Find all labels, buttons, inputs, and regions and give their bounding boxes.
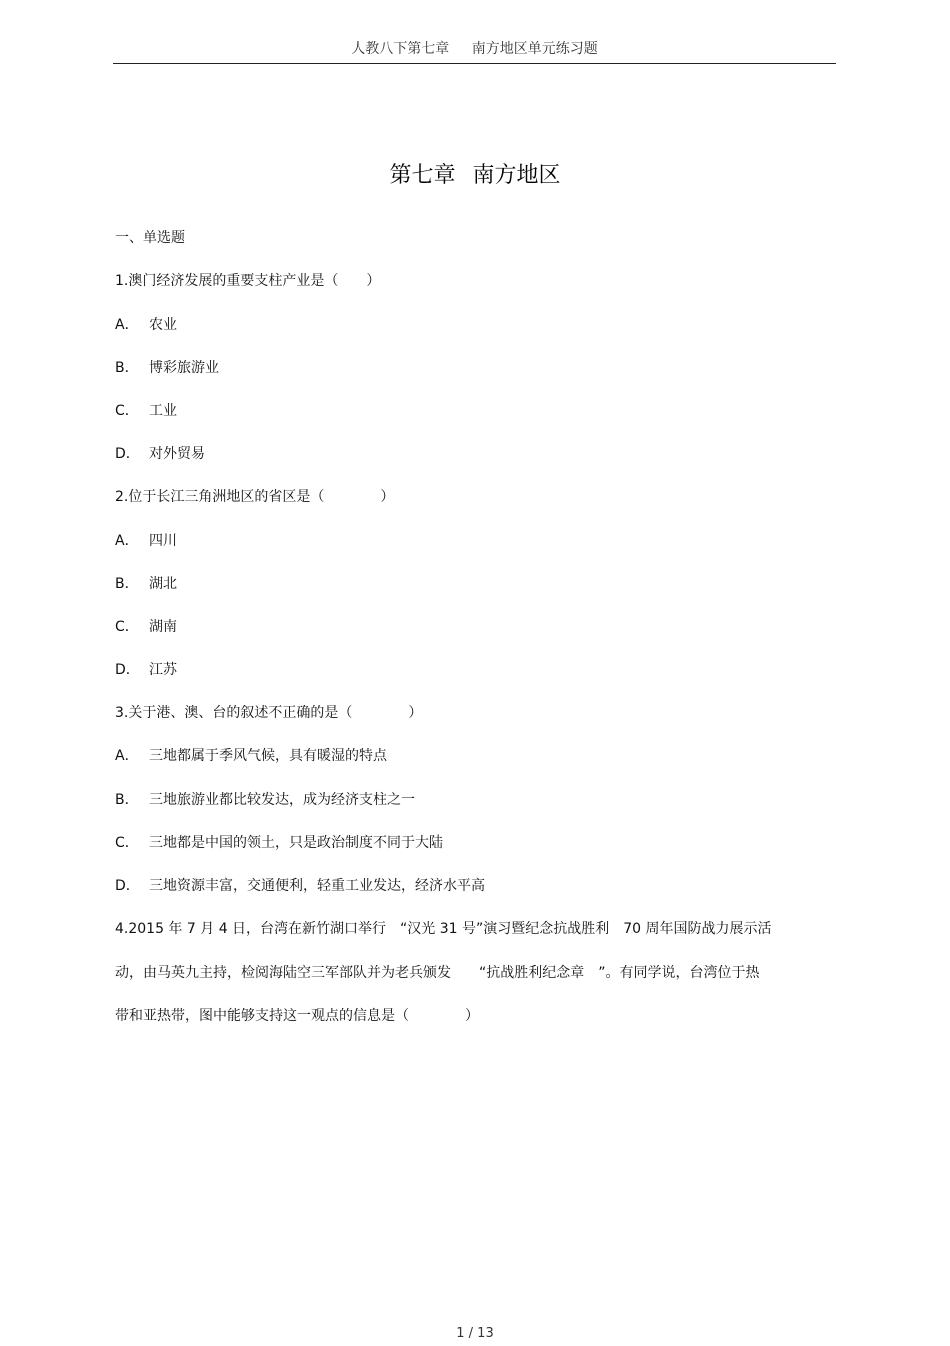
question-2-option-a bbox=[115, 532, 177, 550]
option-letter: B． bbox=[115, 360, 139, 376]
question-2-option-d bbox=[115, 661, 177, 679]
option-letter: C． bbox=[115, 835, 139, 851]
option-text: 四川 bbox=[149, 533, 177, 549]
option-letter: B． bbox=[115, 792, 139, 808]
option-letter: D． bbox=[115, 446, 140, 462]
question-3-option-b bbox=[115, 791, 415, 809]
question-4-stem-line-1: 4.2015 年 7 月 4 日，台湾在新竹湖口举行 “汉光 31 号”演习暨纪念抗战胜利 70 周年国防战力展示活 bbox=[115, 921, 772, 937]
option-text: 三地都属于季风气候，具有暖湿的特点 bbox=[149, 748, 387, 764]
question-2-option-b bbox=[115, 575, 177, 593]
option-text: 三地旅游业都比较发达，成为经济支柱之一 bbox=[149, 792, 415, 808]
option-letter: D． bbox=[115, 878, 140, 894]
option-text: 对外贸易 bbox=[149, 446, 205, 462]
question-1-option-d bbox=[115, 445, 205, 463]
question-3-stem: 3.关于港、澳、台的叙述不正确的是（ ） bbox=[115, 705, 423, 721]
question-3-option-a bbox=[115, 747, 387, 765]
section-heading: 一、单选题 bbox=[115, 230, 185, 246]
option-letter: C． bbox=[115, 403, 139, 419]
option-letter: A． bbox=[115, 533, 139, 549]
option-text: 江苏 bbox=[149, 662, 177, 678]
question-3-option-c bbox=[115, 834, 443, 852]
option-letter: B． bbox=[115, 576, 139, 592]
chapter-name: 南方地区 bbox=[472, 163, 561, 188]
question-2-stem: 2.位于长江三角洲地区的省区是（ ） bbox=[115, 489, 395, 505]
option-text: 湖南 bbox=[149, 619, 177, 635]
option-text: 博彩旅游业 bbox=[149, 360, 219, 376]
option-letter: A． bbox=[115, 317, 139, 333]
question-1-stem: 1.澳门经济发展的重要支柱产业是（ ） bbox=[115, 273, 381, 289]
option-letter: C． bbox=[115, 619, 139, 635]
question-1-option-c bbox=[115, 402, 177, 420]
question-1-option-a bbox=[115, 316, 177, 334]
chapter-number: 第七章 bbox=[389, 163, 456, 188]
header-rule bbox=[113, 63, 836, 64]
option-letter: D． bbox=[115, 662, 140, 678]
option-text: 农业 bbox=[149, 317, 177, 333]
question-3-option-d bbox=[115, 877, 485, 895]
option-text: 工业 bbox=[149, 403, 177, 419]
option-text: 三地资源丰富，交通便利，轻重工业发达，经济水平高 bbox=[149, 878, 485, 894]
header-left: 人教八下第七章 bbox=[351, 41, 450, 57]
page-number: 1 / 13 bbox=[456, 1326, 494, 1341]
chapter-title bbox=[0, 158, 950, 189]
question-4-stem-line-2: 动，由马英九主持，检阅海陆空三军部队并为老兵颁发 “抗战胜利纪念章 ”。有同学说，台湾位于热 bbox=[115, 965, 760, 981]
question-2-option-c bbox=[115, 618, 177, 636]
option-letter: A． bbox=[115, 748, 139, 764]
header-right: 南方地区单元练习题 bbox=[471, 41, 598, 57]
option-text: 三地都是中国的领土，只是政治制度不同于大陆 bbox=[149, 835, 443, 851]
page-header bbox=[113, 38, 836, 58]
option-text: 湖北 bbox=[149, 576, 177, 592]
question-4-stem-line-3: 带和亚热带，图中能够支持这一观点的信息是（ ） bbox=[115, 1008, 479, 1024]
question-1-option-b bbox=[115, 359, 219, 377]
